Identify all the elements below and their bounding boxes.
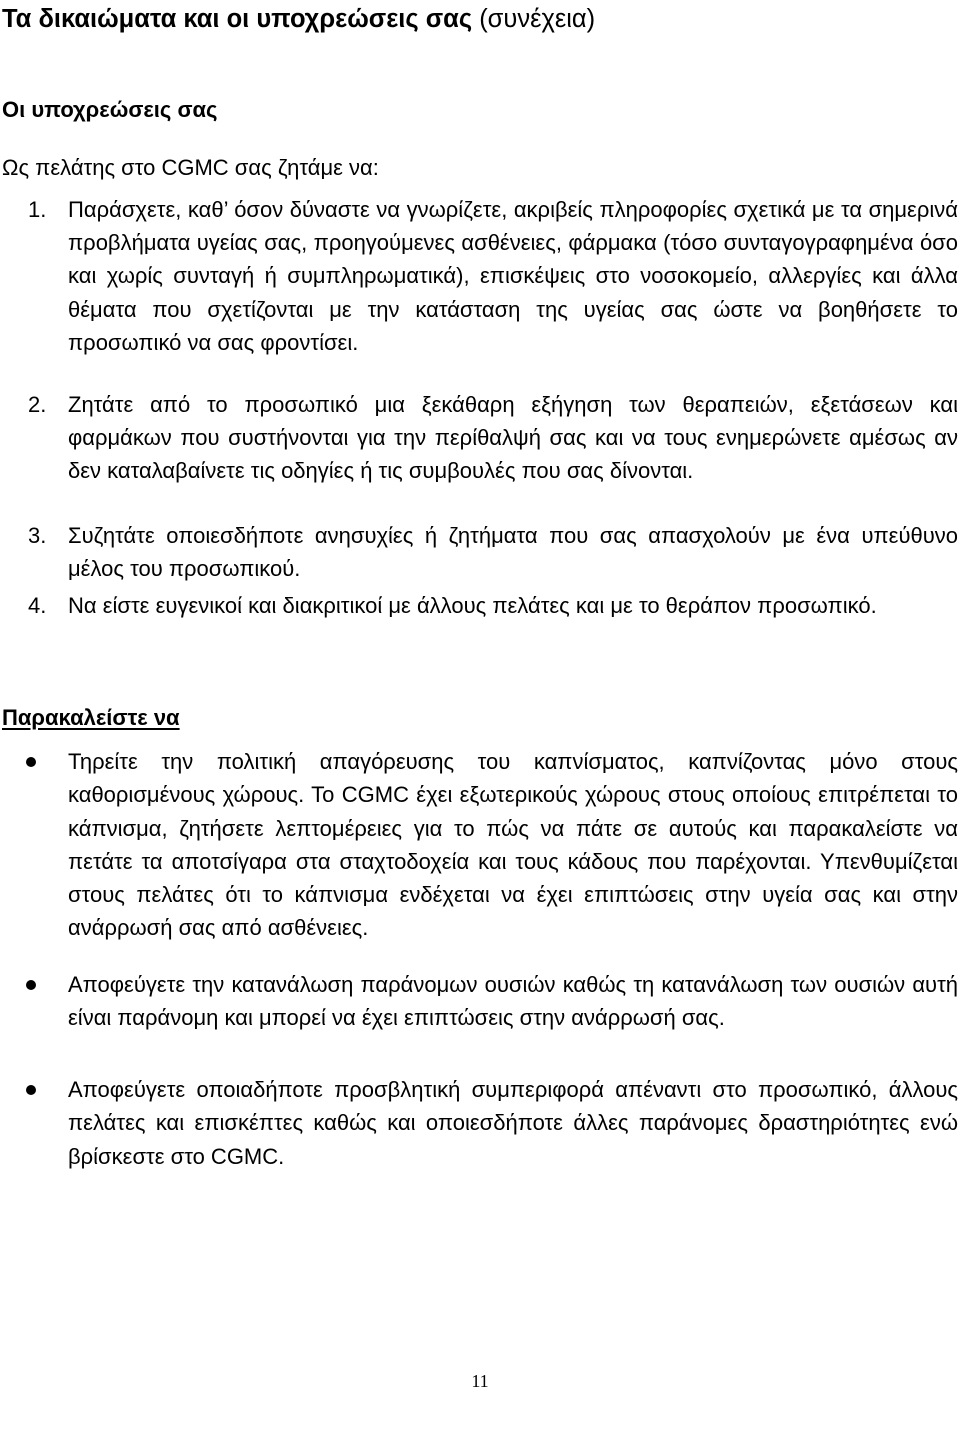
please-heading: Παρακαλείστε να — [2, 705, 180, 730]
page-title — [2, 4, 595, 34]
obligation-item-4 — [28, 589, 958, 622]
please-item-text: Αποφεύγετε οποιαδήποτε προσβλητική συμπεριφορά απέναντι στο προσωπικό, άλλους πελάτες και επισκέπτες καθώς και οποιεσδήποτε άλλες παράνομες δραστηριότητες ενώ βρίσκεστε στο CGMC. — [68, 1077, 958, 1169]
please-item-1 — [26, 745, 958, 945]
obligations-intro: Ως πελάτης στο CGMC σας ζητάμε να: — [2, 155, 379, 180]
please-item-3 — [26, 1073, 958, 1173]
bullet-icon — [26, 1085, 36, 1095]
obligation-item-3 — [28, 519, 958, 585]
obligation-text: Να είστε ευγενικοί και διακριτικοί με άλλους πελάτες και με το θεράπον προσωπικό. — [68, 593, 877, 618]
obligation-number: 1. — [28, 197, 47, 222]
obligation-item-2 — [28, 388, 958, 488]
page-title-suffix: (συνέχεια) — [472, 5, 596, 33]
obligation-text: Ζητάτε από το προσωπικό μια ξεκάθαρη εξήγηση των θεραπειών, εξετάσεων και φαρμάκων που συστήνονται για την περίθαλψή σας και να τους ενημερώνετε αμέσως αν δεν καταλαβαίνετε τις οδηγίες ή τις συμβουλές που σας δίνονται. — [68, 392, 958, 484]
obligation-item-1 — [28, 193, 958, 359]
obligation-number: 3. — [28, 523, 47, 548]
obligation-text: Συζητάτε οποιεσδήποτε ανησυχίες ή ζητήματα που σας απασχολούν με ένα υπεύθυνο μέλος του προσωπικού. — [68, 523, 958, 582]
please-item-text: Αποφεύγετε την κατανάλωση παράνομων ουσιών καθώς τη κατανάλωση των ουσιών αυτή είναι παράνομη και μπορεί να έχει επιπτώσεις στην ανάρρωσή σας. — [68, 972, 958, 1031]
page-title-main: Τα δικαιώματα και οι υποχρεώσεις σας — [2, 5, 473, 33]
please-item-2 — [26, 968, 958, 1035]
obligations-heading: Οι υποχρεώσεις σας — [2, 97, 218, 122]
please-item-text: Τηρείτε την πολιτική απαγόρευσης του καπνίσματος, καπνίζοντας μόνο στους καθορισμένους χώρους. Το CGMC έχει εξωτερικούς χώρους στους οποίους επιτρέπεται το κάπνισμα, ζητήσετε λεπτομέρειες για το πώς να πάτε σε αυτούς και παρακαλείστε να πετάτε τα αποτσίγαρα στα σταχτοδοχεία και τους κάδους που παρέχονται. Υπενθυμίζεται στους πελάτες ότι το κάπνισμα ενδέχεται να έχει επιπτώσεις στην υγεία σας και στην ανάρρωσή σας από ασθένειες. — [68, 749, 958, 941]
bullet-icon — [26, 757, 36, 767]
page-number: 11 — [471, 1371, 489, 1391]
obligation-number: 4. — [28, 593, 47, 618]
obligation-number: 2. — [28, 392, 47, 417]
obligation-text: Παράσχετε, καθ’ όσον δύναστε να γνωρίζετε, ακριβείς πληροφορίες σχετικά με τα σημερινά προβλήματα υγείας σας, προηγούμενες ασθένειες, φάρμακα (τόσο συνταγογραφημένα όσο και χωρίς συνταγή ή συμπληρωματικά), επισκέψεις στο νοσοκομείο, αλλεργίες και άλλα θέματα που σχετίζονται με την κατάσταση της υγείας σας ώστε να βοηθήσετε το προσωπικό να σας φροντίσει. — [68, 197, 958, 355]
bullet-icon — [26, 980, 36, 990]
